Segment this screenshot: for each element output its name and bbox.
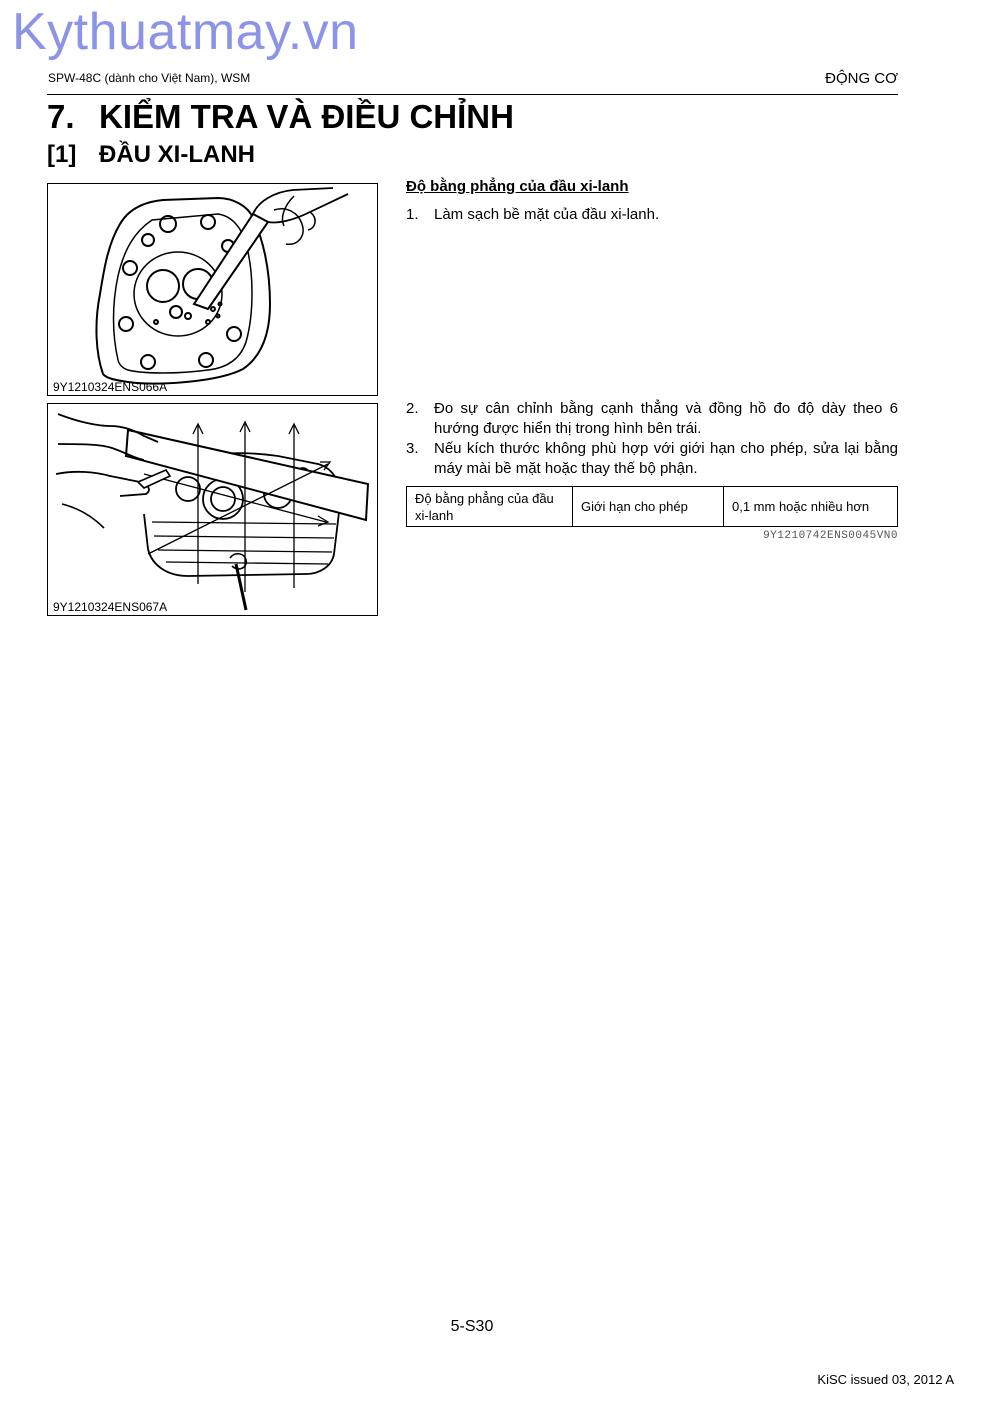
spec-item-cell: Độ bằng phẳng của đầu xi-lanh (407, 487, 573, 527)
figure-flatness-measurement (47, 403, 378, 616)
procedure-step-list-2 (406, 399, 898, 479)
document-code: 9Y1210742ENS0045VN0 (763, 530, 898, 542)
procedure-step (406, 399, 898, 439)
figure-caption: 9Y1210324ENS067A (53, 600, 168, 614)
issue-note: KiSC issued 03, 2012 A (817, 1372, 954, 1387)
subsection-number: [1] (47, 141, 77, 168)
page-number: 5-S30 (450, 1318, 494, 1335)
section-number: 7. (47, 98, 75, 135)
procedure-step-list-1 (406, 205, 898, 225)
procedure-step (406, 205, 898, 225)
flatness-check-illustration (48, 404, 377, 615)
spec-table (406, 486, 898, 527)
subsection-title (47, 141, 255, 169)
header-chapter-title: ĐỘNG CƠ (825, 70, 898, 87)
subsection-title-text: ĐẦU XI-LANH (99, 141, 255, 168)
section-title-text: KIỂM TRA VÀ ĐIỀU CHỈNH (99, 98, 514, 135)
procedure-heading: Độ bằng phẳng của đầu xi-lanh (406, 178, 629, 195)
figure-caption: 9Y1210324ENS066A (53, 380, 168, 394)
watermark-logo: Kythuatmay.vn (12, 3, 359, 61)
header-manual-title: SPW-48C (dành cho Việt Nam), WSM (48, 71, 251, 85)
step-number: 1. (406, 206, 419, 223)
header-divider (47, 94, 898, 95)
figure-cylinder-head-cleaning (47, 183, 378, 396)
step-number: 2. (406, 400, 419, 417)
spec-value-cell: 0,1 mm hoặc nhiều hơn (724, 487, 898, 527)
step-number: 3. (406, 440, 419, 457)
step-text: Đo sự cân chỉnh bằng cạnh thẳng và đồng hồ đo độ dày theo 6 hướng được hiển thị trong hình bên trái. (434, 400, 898, 437)
table-row (407, 487, 898, 527)
step-text: Nếu kích thước không phù hợp với giới hạn cho phép, sửa lại bằng máy mài bề mặt hoặc thay thế bộ phận. (434, 440, 898, 477)
step-text: Làm sạch bề mặt của đầu xi-lanh. (434, 206, 660, 223)
procedure-step (406, 439, 898, 479)
section-title (47, 98, 514, 136)
cylinder-head-illustration (48, 184, 377, 395)
spec-label-cell: Giới hạn cho phép (573, 487, 724, 527)
